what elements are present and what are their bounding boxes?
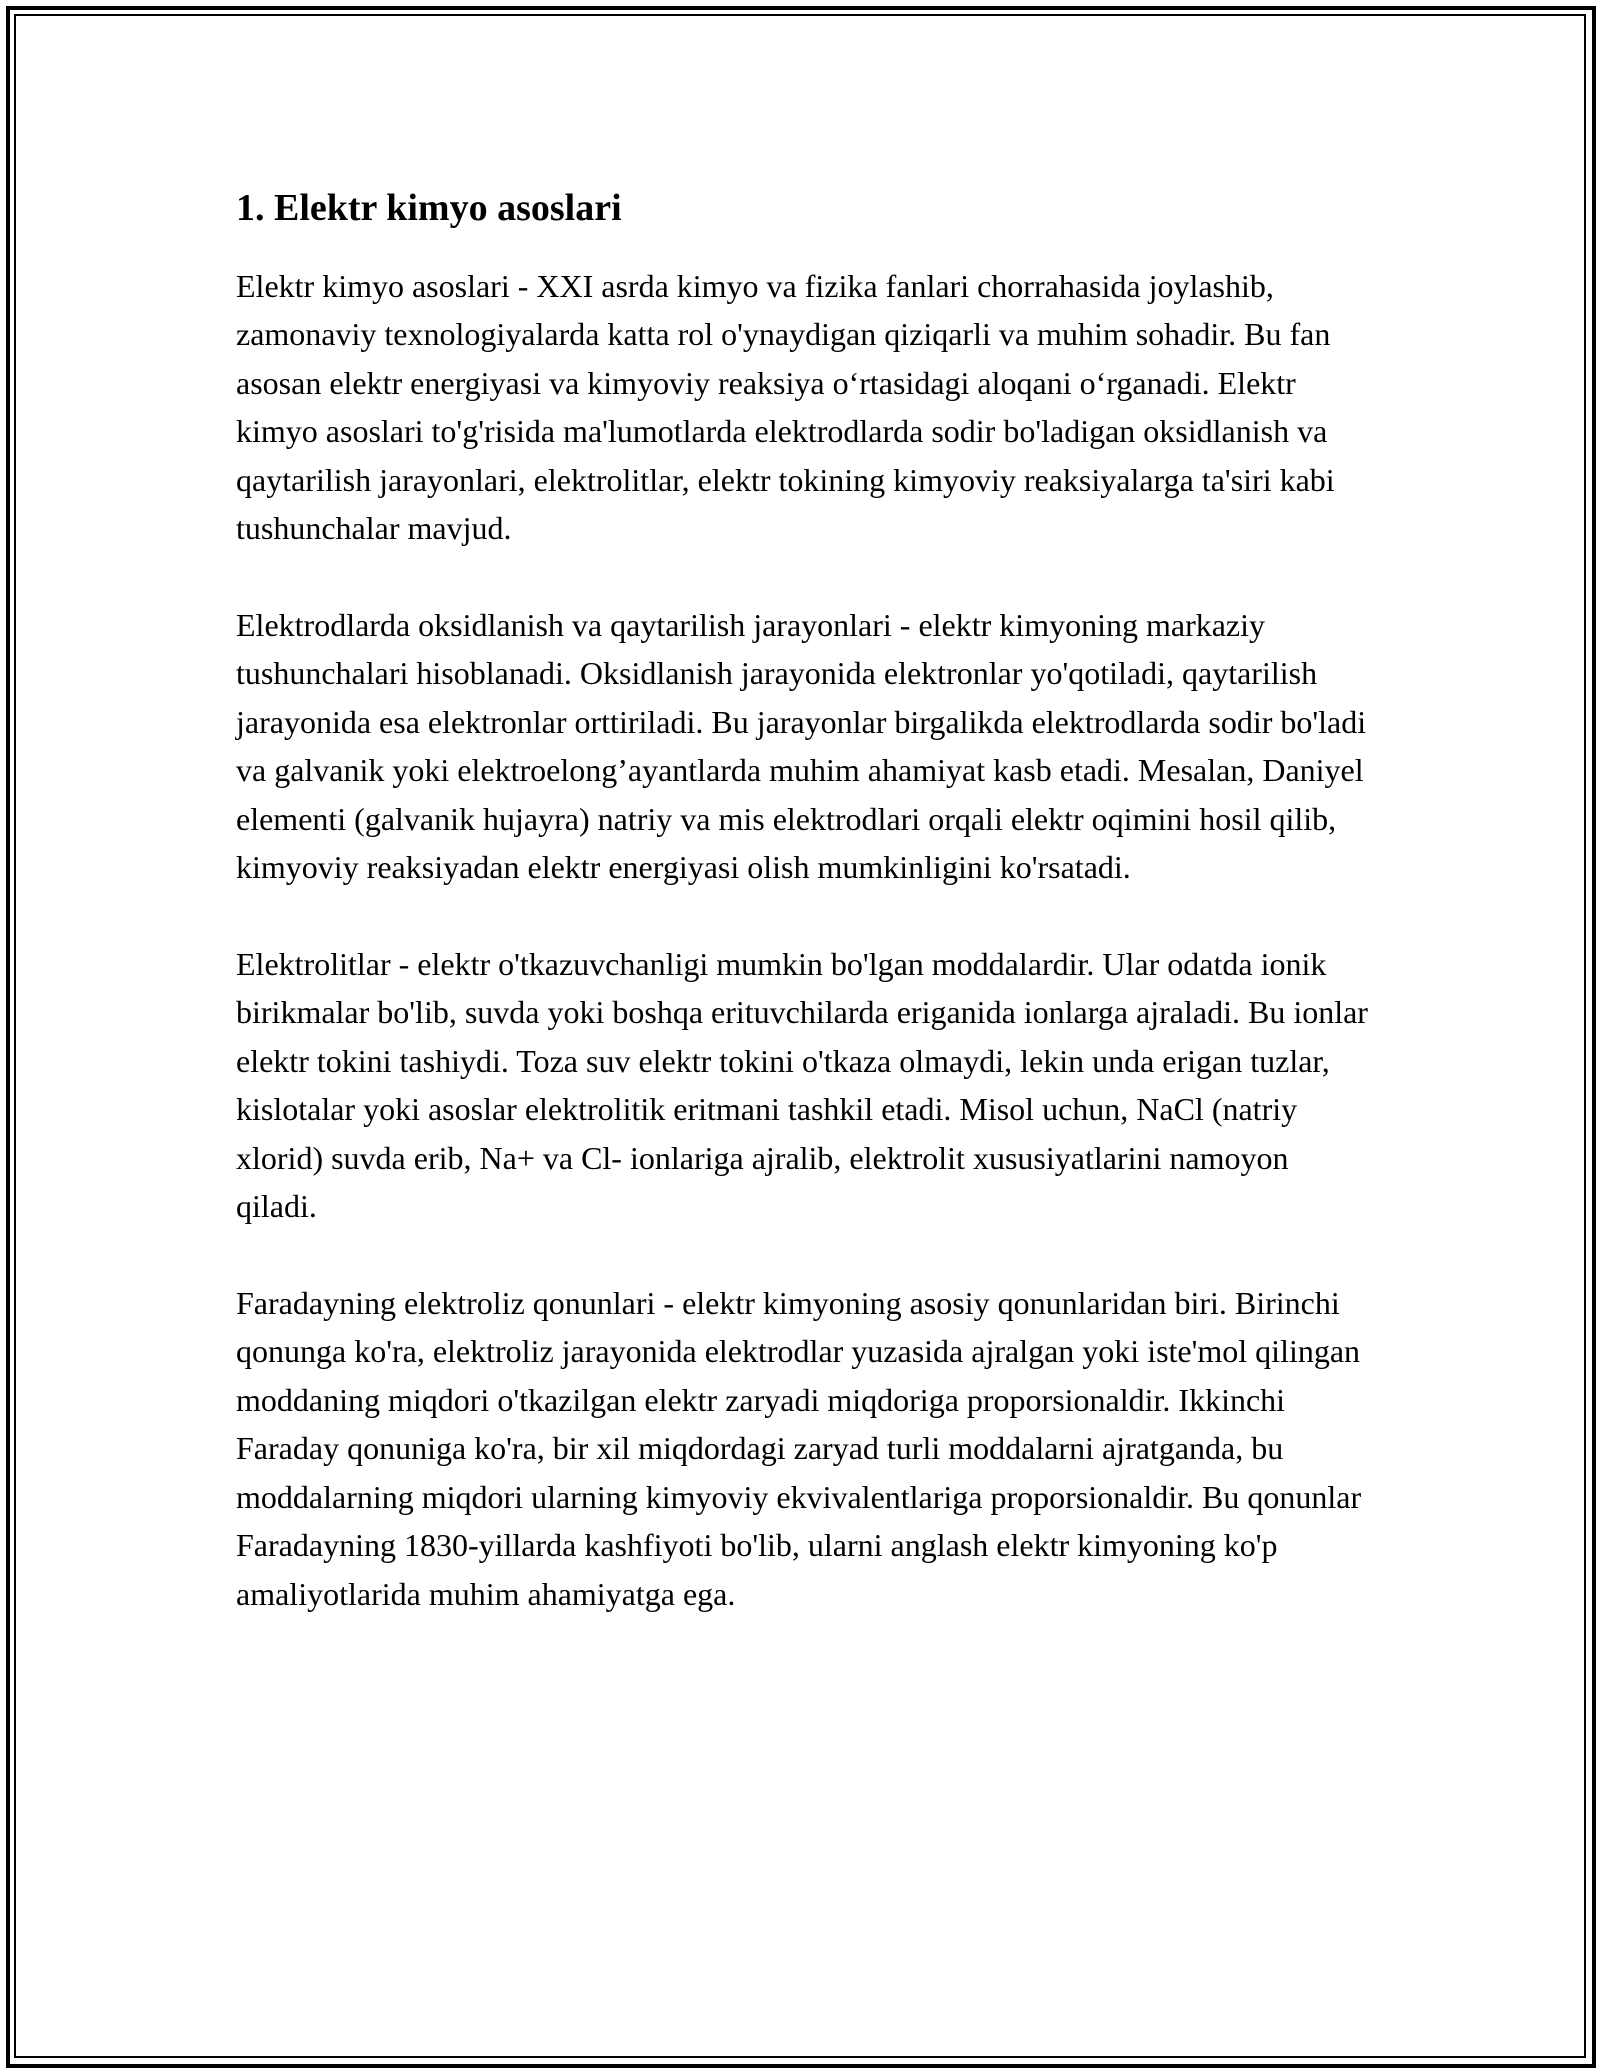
section-heading: 1. Elektr kimyo asoslari xyxy=(236,187,622,229)
document-body xyxy=(236,186,1372,1666)
paragraph-introduction: Elektr kimyo asoslari - XXI asrda kimyo va fizika fanlari chorrahasida joylashib, zamonaviy texnologiyalarda katta rol o'ynaydigan qiziqarli va muhim sohadir. Bu fan asosan elektr energiyasi va kimyoviy reaksiya o‘rtasidagi aloqani o‘rganadi. Elektr kimyo asoslari to'g'risida ma'lumotlarda elektrodlarda sodir bo'ladigan oksidlanish va qaytarilish jarayonlari, elektrolitlar, elektr tokining kimyoviy reaksiyalarga ta'siri kabi tushunchalar mavjud. xyxy=(236,267,1335,547)
paragraph-oxidation-reduction: Elektrodlarda oksidlanish va qaytarilish jarayonlari - elektr kimyoning markaziy tushunchalari hisoblanadi. Oksidlanish jarayonida elektronlar yo'qotiladi, qaytarilish jarayonida esa elektronlar orttiriladi. Bu jarayonlar birgalikda elektrodlarda sodir bo'ladi va galvanik yoki elektroelong’ayantlarda muhim ahamiyat kasb etadi. Mesalan, Daniyel elementi (galvanik hujayra) natriy va mis elektrodlari orqali elektr oqimini hosil qilib, kimyoviy reaksiyadan elektr energiyasi olish mumkinligini ko'rsatadi. xyxy=(236,606,1367,886)
paragraph-electrolytes: Elektrolitlar - elektr o'tkazuvchanligi mumkin bo'lgan moddalardir. Ular odatda ionik birikmalar bo'lib, suvda yoki boshqa erituvchilarda eriganida ionlarga ajraladi. Bu ionlar elektr tokini tashiydi. Toza suv elektr tokini o'tkaza olmaydi, lekin unda erigan tuzlar, kislotalar yoki asoslar elektrolitik eritmani tashkil etadi. Misol uchun, NaCl (natriy xlorid) suvda erib, Na+ va Cl- ionlariga ajralib, elektrolit xususiyatlarini namoyon qiladi. xyxy=(236,945,1368,1225)
paragraph-faraday-laws: Faradayning elektroliz qonunlari - elektr kimyoning asosiy qonunlaridan biri. Birinchi qonunga ko'ra, elektroliz jarayonida elektrodlar yuzasida ajralgan yoki iste'mol qilingan moddaning miqdori o'tkazilgan elektr zaryadi miqdoriga proporsionaldir. Ikkinchi Faraday qonuniga ko'ra, bir xil miqdordagi zaryad turli moddalarni ajratganda, bu moddalarning miqdori ularning kimyoviy ekvivalentlariga proporsionaldir. Bu qonunlar Faradayning 1830-yillarda kashfiyoti bo'lib, ularni anglash elektr kimyoning ko'p amaliyotlarida muhim ahamiyatga ega. xyxy=(236,1284,1362,1612)
